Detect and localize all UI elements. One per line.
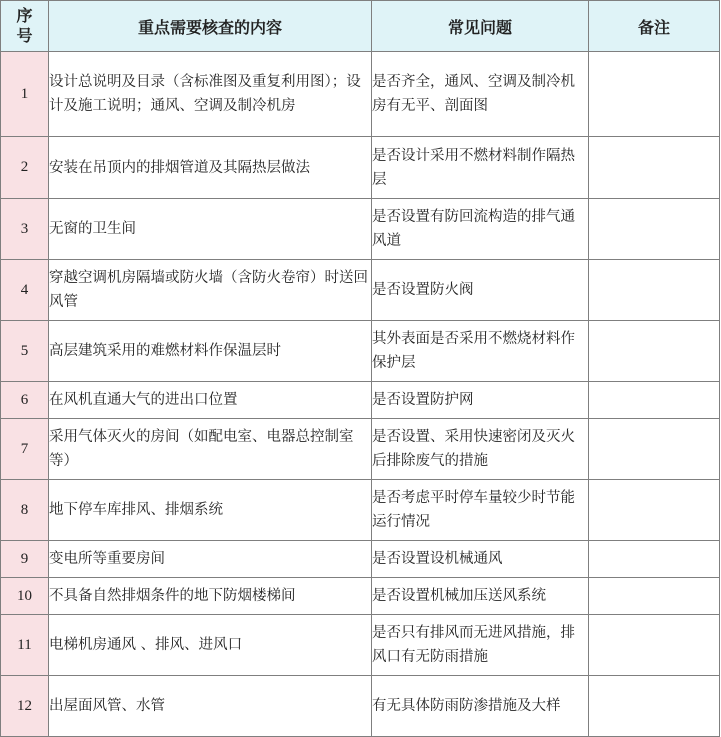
row-number: 9 (1, 541, 49, 578)
row-number: 7 (1, 419, 49, 480)
remark-cell (589, 541, 720, 578)
header-row (1, 1, 720, 52)
row-number: 10 (1, 578, 49, 615)
common-issue: 是否设置有防回流构造的排气通风道 (372, 199, 589, 260)
row-number: 1 (1, 52, 49, 137)
check-content: 不具备自然排烟条件的地下防烟楼梯间 (49, 578, 372, 615)
common-issue: 有无具体防雨防渗措施及大样 (372, 676, 589, 737)
common-issue: 是否设计采用不燃材料制作隔热层 (372, 137, 589, 199)
header-content: 重点需要核查的内容 (49, 1, 372, 52)
table-row (1, 419, 720, 480)
check-content: 采用气体灭火的房间（如配电室、电器总控制室等） (49, 419, 372, 480)
table-row (1, 480, 720, 541)
common-issue: 是否考虑平时停车量较少时节能运行情况 (372, 480, 589, 541)
table-row (1, 260, 720, 321)
remark-cell (589, 137, 720, 199)
remark-cell (589, 615, 720, 676)
table-row (1, 578, 720, 615)
check-content: 设计总说明及目录（含标准图及重复利用图）；设计及施工说明；通风、空调及制冷机房 (49, 52, 372, 137)
table-row (1, 676, 720, 737)
check-content: 电梯机房通风 、排风、进风口 (49, 615, 372, 676)
remark-cell (589, 480, 720, 541)
row-number: 6 (1, 382, 49, 419)
remark-cell (589, 260, 720, 321)
common-issue: 是否设置、采用快速密闭及灭火后排除废气的措施 (372, 419, 589, 480)
header-note: 备注 (589, 1, 720, 52)
row-number: 12 (1, 676, 49, 737)
table-row (1, 199, 720, 260)
header-num: 序 号 (1, 1, 49, 52)
row-number: 8 (1, 480, 49, 541)
row-number: 2 (1, 137, 49, 199)
remark-cell (589, 52, 720, 137)
row-number: 11 (1, 615, 49, 676)
remark-cell (589, 578, 720, 615)
remark-cell (589, 321, 720, 382)
row-number: 5 (1, 321, 49, 382)
check-content: 高层建筑采用的难燃材料作保温层时 (49, 321, 372, 382)
table-row (1, 137, 720, 199)
remark-cell (589, 676, 720, 737)
remark-cell (589, 199, 720, 260)
check-content: 地下停车库排风、排烟系统 (49, 480, 372, 541)
table-row (1, 541, 720, 578)
check-content: 出屋面风管、水管 (49, 676, 372, 737)
common-issue: 是否只有排风而无进风措施，排风口有无防雨措施 (372, 615, 589, 676)
row-number: 3 (1, 199, 49, 260)
row-number: 4 (1, 260, 49, 321)
common-issue: 是否齐全，通风、空调及制冷机房有无平、剖面图 (372, 52, 589, 137)
remark-cell (589, 419, 720, 480)
table-row (1, 382, 720, 419)
common-issue: 其外表面是否采用不燃烧材料作保护层 (372, 321, 589, 382)
table-row (1, 52, 720, 137)
remark-cell (589, 382, 720, 419)
check-content: 安装在吊顶内的排烟管道及其隔热层做法 (49, 137, 372, 199)
common-issue: 是否设置防火阀 (372, 260, 589, 321)
check-content: 穿越空调机房隔墙或防火墙（含防火卷帘）时送回风管 (49, 260, 372, 321)
check-content: 在风机直通大气的进出口位置 (49, 382, 372, 419)
header-issue: 常见问题 (372, 1, 589, 52)
table-row (1, 321, 720, 382)
common-issue: 是否设置机械加压送风系统 (372, 578, 589, 615)
common-issue: 是否设置防护网 (372, 382, 589, 419)
table-row (1, 615, 720, 676)
check-content: 变电所等重要房间 (49, 541, 372, 578)
common-issue: 是否设置设机械通风 (372, 541, 589, 578)
check-content: 无窗的卫生间 (49, 199, 372, 260)
